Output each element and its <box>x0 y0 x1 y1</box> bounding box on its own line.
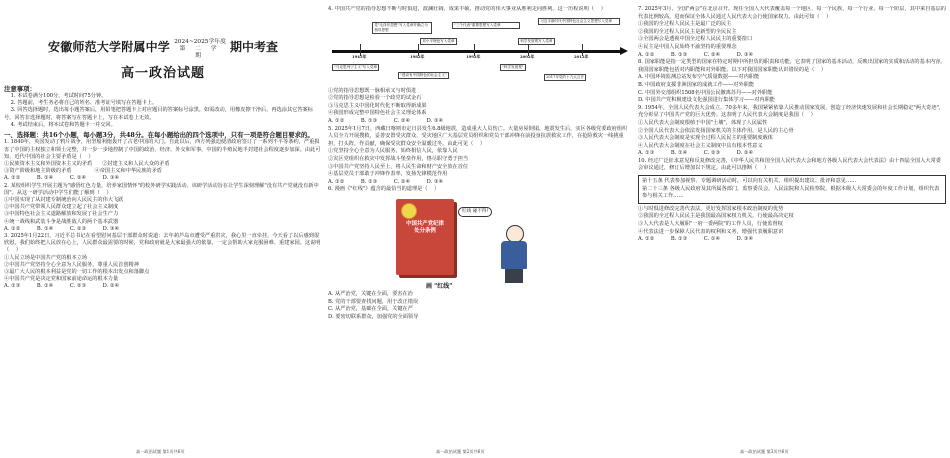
law-excerpt-box: 第十五条 代表参加视察、专题调研活动时，可以向有关机关、组织提出建议、批评和意见…… 第二十三条 各级人民政府及其所属各部门，监察委员会，人民法院和人民检察院，根据本级人大常委会的年度工作计划，组织代表参与相关工作…… <box>638 175 946 204</box>
exam-header <box>4 6 322 62</box>
timeline-year: 1982年 <box>410 53 425 59</box>
timeline-bottom-event: "马克思列宁主义"写入党章 <box>332 64 379 72</box>
notice-body: 1. 本试卷满分100分，考试时间75分钟。 2. 答题前，考生务必将自己的姓名、准考证号填写在答题卡上。 3. 回答选择题时，选出每小题答案后，用铅笔把答题卡上对应题目的答案标号涂黑。如需改动，用橡皮擦干净后，再选涂其它答案标号。回答非选择题时，将答案写在答题卡上，写在本试卷上无效。 4. 考试结束后，将本试卷和答题卡一并交回。 <box>4 93 313 128</box>
timeline-top-event: 习近平新时代中国特色社会主义思想写入党章 <box>538 18 620 26</box>
question-10-options: ①与时俱进修改完善代表法，更好发挥国家根本政治制度的优势 ②我国的全过程人民民主是我国最高国家权力机关，行使最高决定权 ③人大代表是人大履职"一府一委两院"的工作人员，行使监督权 ④代表法进一步保障人民代表的权利和义务，增强代表履职意识 A. ①② B. ①③ C. ①④ D. ③④ <box>638 205 794 243</box>
page-1 <box>4 6 322 444</box>
questions-7-10: 7. 2025年3月，全国"两会"在北京召开。现任全国人大代表覆盖每一个地区、每一个民族、每一个行业、每一个阶层，其中来自基层的代表比例较高。进而保证全体人民通过人民代表大会行使国家权力。由此可知（ ） ①我国的全过程人民民主是最广泛的民主 ②我国的全过程人民民主是新型的全民民主 ③全国两会是透视中国全过程人民民主的重要窗口 ④民主是中国人民始终不渝坚持的重要理念 A. ①② B. ①③ C. ②④ D. ③④ 8. 国家职能是指一定类型的国家在特定时期中所担负的职责和功能，它表明了国家的基本活动，反映出国家的实质和活动的基本内容。我国国家职能包括对内职能和对外职能。以下对我国国家职能认识错误的是（ ） A. 中国环境监测总站发布空气质量数据——对内职能 B. 中国政府支援非洲国家的成就工作——对外职能 C. 中国外交部组织1508名中国公民撤离苏丹——对外职能 D. 中国共产党积极建设文化强国进行集体学习——对内职能 9. 1954年，全国人民代表大会成立。70多年来，我国紧紧依靠人民推动国家发展，创造了经济快速发展和社会长期稳定"两大奇迹"，充分彰显了中国共产党的巨大优势。这表明了人民代表大会制度是我国（ ） ①人民代表大会制度根植于中国"土壤"，体现了人民属性 ②全国人民代表大会依法发扬国家机关的主体作用，是人民的主心骨 ③人民代表大会制度是实现全过程人民民主的重要制度载体 ④人民代表大会制度在社会主义制度中具有根本性意义 A. ①③ B. ①④ C. ②③ D. ②④ 10. 经过广泛征求意见和反复修改完善，《中华人民共和国全国人民代表大会和地方各级人民代表大会代表法》由十四届全国人大常委会审议通过，修订后增加以下规定。由此可以推断（ ） <box>638 6 946 172</box>
timeline-mid-event: 科学发展观写入党章 <box>518 38 555 46</box>
questions-1-3: 1. 1840年，英国发动了鸦片战争，用坚船利炮轰开了古老中国的大门。自此以后，西方列强迫使清政府签订了一系列不平等条约，严重损害了中国的主权独立和领土完整，并一步一步地控制了中国的政治、经济、外交和军事，中国的半殖民地半封建社会程度逐步加深。由此可知，近代中国的社会主要矛盾是（ ） ①民族资本主义和外国资本主义的矛盾 ②封建主义和人民大众的矛盾 ③资产阶级和地主阶级的矛盾 ④帝国主义和中华民族的矛盾 A. ①② B. ①④ C. ②④ D. ③④ 2. 某校组织学生开展主题为"感悟红色力量，培养家国情怀"的校外研学实践活动。该研学活动旨在让学生深刻理解"没有共产党就没有新中国"。从这一研学活动中学生们能了解到（ ） ①中国实现了从封建专制统治向人民民主的伟大飞跃 ②中国共产党带领人民群众建立起了社会主义制度 ③中国特色社会主义道路解放和发展了社会生产力 ④统一战线和武装斗争是战胜敌人的两个基本武器 A. ①② B. ①④ C. ②③ D. ③④ 3. 2025年1月22日，习近平总书记在看望慰问基层干部群众时说道：去年葫芦岛市遭受严重洪灾，我心里一直牵挂。今天看了以后感到很欣慰，我们始终把人民放在心上，人民群众最需要的时候，党和政府就是大家最强大的依靠，一定会帮助大家克服困难、重建家园。这说明（ ） ①人民立场是中国共产党的根本立场 ②中国共产党坚持全心全意为人民服务，尊重人民首创精神 ③最广大人民的根本利益是党的一切工作的根本出发点和落脚点 ④中国共产党是决定党和国家前途命运的根本力量 A. ①③ B. ①④ C. ②③ D. ②④ <box>4 139 321 290</box>
timeline-mid-event: 邓小平理论写入党章 <box>420 38 457 46</box>
regulation-book <box>396 199 454 275</box>
figure-legs <box>505 269 523 283</box>
speech-bubble: 红线 碰不得! <box>458 207 492 217</box>
official-figure <box>492 225 536 283</box>
cartoon-caption: 画 "红线" <box>426 282 453 290</box>
red-line-cartoon <box>374 197 564 289</box>
timeline-year: 1945年 <box>352 53 367 59</box>
timeline-bottom-event: "建设有中国特色的社会主义" <box>398 72 449 80</box>
timeline-year: 1992年 <box>466 53 481 59</box>
page-footer: 高一政治试题 第1页共6页 <box>136 449 185 454</box>
timeline-bottom-event: "科学发展观" <box>500 64 526 72</box>
school-name: 安徽师范大学附属中学 <box>48 40 171 54</box>
timeline-year: 2012年 <box>574 53 589 59</box>
exam-subject: 高一政治试题 <box>120 66 205 81</box>
section-1-title: 一、选择题：共16个小题，每小题3分，共48分。在每小题给出的四个选项中，只有一项是符合题目要求的。 <box>4 131 314 140</box>
figure-torso <box>501 241 527 269</box>
page-3 <box>638 6 946 444</box>
page-2 <box>328 6 632 444</box>
questions-4-6: ①党的指导思想既一脉相承又与时俱进 ②党的指导思想是检验一个政党的试金石 ③马克思主义中国化时代化不断取得新成果 ④我国形成完整中国特色社会主义理论体系 A. ①② B. ①③ C. ②④ D. ③④ 5. 2025年1月7日，西藏日喀则市定日县发生6.8级地震，造成重大人员伤亡。大量房屋倒塌，地震发生后，实区各级党委政府组织人员全力开展搜救，妥善安置受灾群众，受灾地区广大基层党员组织和党员干部冲锋在前投身抗震救灾工作，在抢险救灾一线挑重担，打头阵，作贡献，确保受灾群众安全温暖过冬。由此可见（ ） ①党坚持全心全意为人民服务，始终相信人民，依靠人民 ②灾区党组织在救灾中发挥战斗堡垒作用，恪尽职守勇于担当 ③中国共产党坚持人民至上，将人民生命和财产安全放在首位 ④基层党员干部敢于冲锋作表率，发扬先锋模范作用 A. ①② B. ①③ C. ②④ D. ③④ 6. 漫画《"红线"》蕴含的最恰当的道理是（ ） <box>328 87 628 193</box>
party-emblem-icon <box>401 203 417 219</box>
book-label: 中国共产党纪律处分条例 <box>406 220 444 234</box>
year-line-1: 2024~2025学年度 <box>174 39 226 45</box>
timeline-year: 2002年 <box>520 53 535 59</box>
party-theory-timeline <box>332 16 628 86</box>
notice-title: 注意事项： <box>4 85 36 93</box>
page-footer: 高一政治试题 第2页共6页 <box>436 449 485 454</box>
timeline-axis <box>332 50 622 53</box>
timeline-bottom-event: 2017年党的十九大召开 <box>544 74 586 82</box>
exam-name: 期中考查 <box>230 40 279 54</box>
school-year <box>174 39 226 60</box>
timeline-arrow-icon <box>620 47 628 55</box>
year-line-2: 第 二 学 期 <box>179 46 221 59</box>
page-footer: 高一政治试题 第3页共6页 <box>740 449 789 454</box>
timeline-top-event: 党"毛泽东思想"写入党章并确立为指导思想 <box>372 22 432 34</box>
timeline-top-event: "三个代表"重要思想写入党章 <box>452 22 520 30</box>
question-4: 4. 中国共产党的指导思想不断与时俱进，波澜壮阔、成果丰硕，推动党的伟大事业从胜利走向胜利。这一历程说明（ ） <box>328 6 606 12</box>
question-6-options: A. 从严治党，关键在全面，要害在治 B. 党的干部要查找问题，用于改正错误 C. 从严治党，基础在全面，关键在严 D. 要密切联系群众，加强党的全面领导 <box>328 290 419 320</box>
